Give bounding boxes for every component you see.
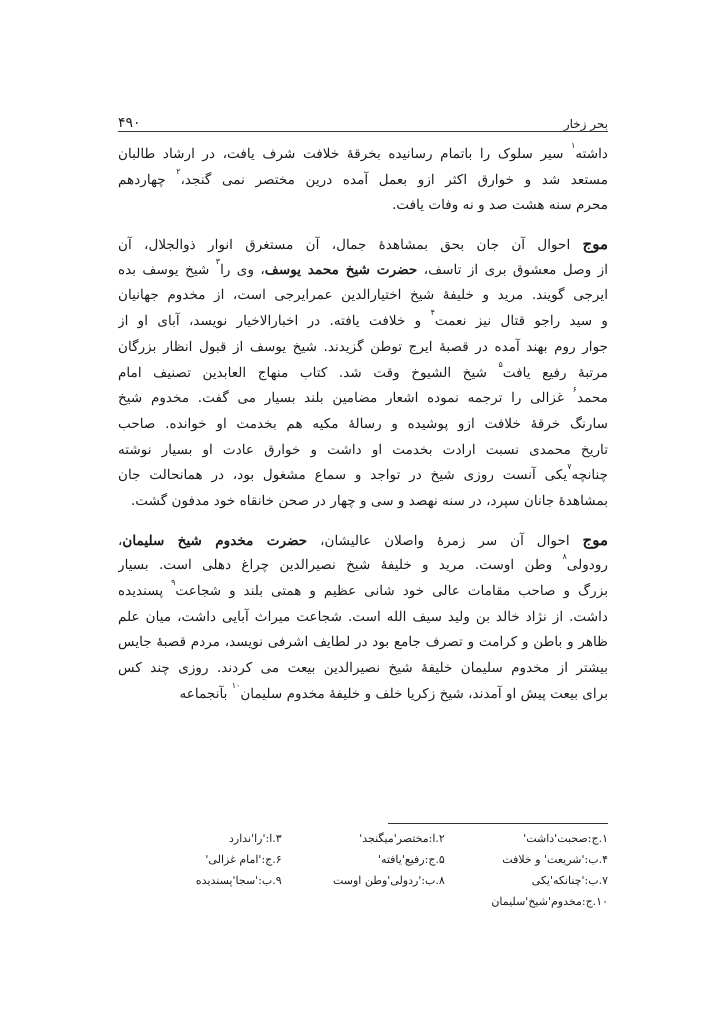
text-run: و سید راجو قتال نیز نعمت (434, 313, 608, 330)
page-number: ۴۹۰ (118, 115, 141, 131)
footnote: ۹.ب:'سجا'پسندیده (195, 874, 282, 887)
footnote-row (118, 828, 608, 849)
text-run: بیشتر از مخدوم سلیمان خلیفهٔ شیخ نصیرالدین بیعت می کردند. روزی چند کس (118, 660, 608, 677)
text-line (118, 438, 608, 464)
text-line (118, 335, 608, 361)
footnote-marker: ۱ (571, 142, 576, 150)
text-run: شیخ الشیوخ وقت شد. کتاب منهاج العابدین تصنیف امام (118, 364, 499, 381)
text-run: از وصل معشوق بری از تاسف، (417, 261, 608, 278)
text-run: وطن اوست. مرید و خلیفهٔ شیخ نصیرالدین چراغ دهلی است. بسیار (118, 557, 563, 574)
footnote: ۴.ب:'شریعت' و خلافت (502, 853, 608, 866)
text-run: سارنگ خرقهٔ خلافت ازو پوشیده و رسالهٔ مکیه هم بخدمت او خوانده. صاحب (118, 415, 608, 432)
running-title: بحر زخار (563, 117, 608, 131)
text-run: احوال آن جان بحق بمشاهدهٔ جمال، آن مستغرق انوار ذوالجلال، آن (118, 237, 583, 254)
text-line (118, 579, 608, 605)
text-line (118, 553, 608, 579)
paragraph-gap (118, 219, 608, 232)
footnote: ۱.ج:صحبت'داشت' (523, 832, 608, 845)
footnote: ۱۰.ج:مخدوم'شیخ'سلیمان (491, 895, 608, 908)
section-keyword: موج (582, 235, 608, 254)
text-line (118, 656, 608, 682)
text-run: بمشاهدهٔ جانان سپرد، در سنه نهصد و سی و چهار در صحن خانقاه خود مدفون گشت. (130, 492, 608, 509)
text-run: چهاردهم (118, 171, 177, 188)
footnote-marker: ۱۰ (231, 681, 241, 690)
text-run: و خلافت یافته. در اخبارالاخیار نویسد، آبای او از (118, 313, 431, 330)
footnote-marker: ۷ (567, 463, 572, 472)
footnote-marker: ۴ (430, 309, 435, 318)
text-line (118, 361, 608, 387)
text-run: داشته (575, 146, 608, 162)
section-keyword: موج (582, 530, 608, 549)
text-run: جوار روم بهند آمده در قصبهٔ ایرج توطن گزیدند. شیخ یوسف از قبول انظار بزرگان (118, 338, 608, 355)
header-rule (118, 131, 608, 132)
text-run: محمد (576, 390, 608, 407)
text-run: ، وی را (220, 261, 265, 278)
footnote: ۳.ا:'را'ندارد (228, 832, 282, 845)
text-line (118, 528, 608, 554)
running-header (118, 109, 608, 131)
text-run: شیخ یوسف بده (118, 261, 216, 278)
text-line (118, 168, 608, 194)
text-run: مرتبهٔ رفیع یافت (502, 364, 608, 381)
text-line (118, 682, 608, 708)
text-line (118, 463, 608, 489)
footnote: ۲.ا:مختصر'میگنجد' (359, 832, 445, 845)
text-run: رودولی (566, 557, 608, 574)
text-line (118, 142, 608, 168)
footnote-marker: ۲ (176, 167, 181, 176)
footnote-row (118, 891, 608, 912)
footnote-marker: ۹ (171, 579, 176, 587)
text-line (118, 309, 608, 335)
text-run: غزالی را ترجمه نموده اشعار مضامین بلند بسیار می گفت. مخدوم شیخ (118, 390, 573, 407)
footnote-row (118, 849, 608, 870)
footnote: ۸.ب:'ردولی'وطن اوست (332, 874, 445, 887)
text-line (118, 605, 608, 631)
text-run: سیر سلوک را باتمام رسانیده بخرقهٔ خلافت شرف یافت، در ارشاد طالبان (118, 146, 572, 162)
text-line (118, 386, 608, 412)
text-run: ایرجی گویند. مرید و خلیفهٔ شیخ اختیارالدین عمرایرجی است، از مخدوم جهانیان (118, 287, 608, 304)
text-run: تاریخ محمدی نسبت ارادت بخدمت او داشت و خوارق عادت او بسیار نوشته (118, 441, 608, 458)
text-run: احوال آن سر زمرهٔ واصلان عالیشان، (307, 532, 583, 549)
text-run: ظاهر و باطن و کرامت و تصرف جامع بود در لطایف اشرفی نویسد، مردم قصبهٔ جایس (118, 634, 608, 651)
footnotes (118, 828, 608, 912)
text-line (118, 232, 608, 258)
bold-name: حضرت شیخ محمد یوسف (264, 261, 418, 278)
text-run: چنانچه (571, 467, 608, 484)
text-line (118, 283, 608, 309)
footnote: ۷.ب:'چنانکه'یکی (531, 874, 608, 887)
footnote-marker: ۵ (498, 360, 503, 369)
footnote-row (118, 870, 608, 891)
text-line (118, 412, 608, 438)
text-run: ، (118, 532, 123, 549)
footnote-marker: ۳ (215, 257, 221, 266)
footnote: ۶.ج:'امام غزالی' (205, 853, 282, 866)
main-text (118, 142, 608, 707)
text-line (118, 193, 608, 219)
text-run: یکی آنست روزی شیخ در تواجد و سماع مشغول بود، در همانحالت جان (118, 467, 568, 484)
text-line (118, 258, 608, 284)
text-run: محرم سنه هشت صد و نه وفات یافت. (391, 197, 608, 214)
bold-name: حضرت مخدوم شیخ سلیمان (122, 532, 308, 549)
paragraph-gap (118, 515, 608, 528)
footnote: ۵.ج:رفیع'یافته' (377, 853, 445, 866)
text-run: مستعد شد و خوارق اکثر ازو بعمل آمده درین مختصر نمی گنجد، (180, 171, 608, 188)
footnote-rule (388, 823, 608, 824)
text-run: داشت. از نژاد خالد بن ولید سیف الله است. شجاعت میراث آبایی داشت، میان علم (118, 608, 608, 625)
text-run: بزرگ و صاحب مقامات عالی خود شانی عظیم و همتی بلند و شجاعت (175, 583, 608, 599)
footnote-marker: ۶ (572, 386, 577, 395)
text-line (118, 630, 608, 656)
text-line (118, 489, 608, 515)
footnote-marker: ۸ (562, 553, 567, 562)
text-run: بآنجماعه (179, 685, 232, 702)
text-run: پسندیده (118, 583, 172, 599)
text-run: برای بیعت پیش او آمدند، شیخ زکریا خلف و خلیفهٔ مخدوم سلیمان (240, 685, 608, 702)
